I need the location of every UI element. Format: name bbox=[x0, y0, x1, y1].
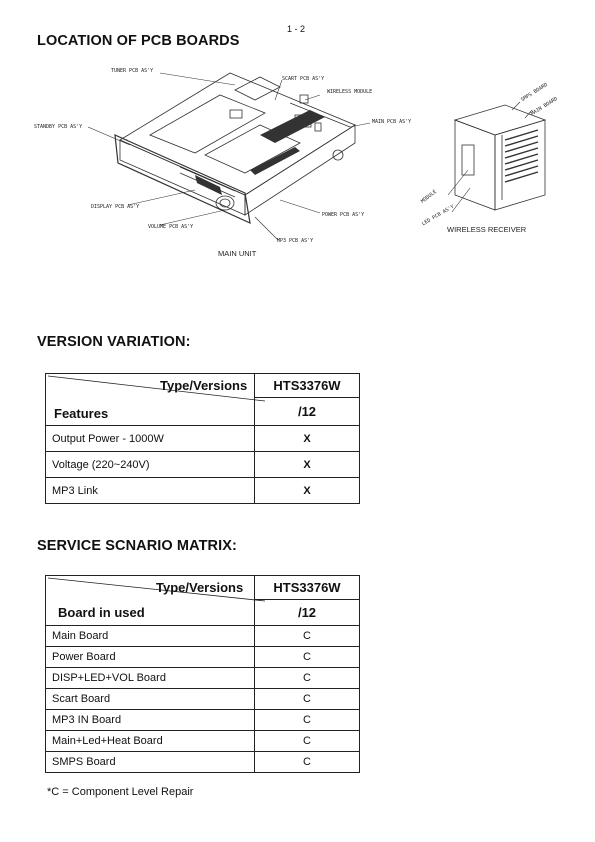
model-header bbox=[255, 374, 360, 398]
value-cell: C bbox=[255, 689, 360, 710]
callout-main-board: MAIN BOARD bbox=[530, 96, 559, 118]
callout-standby: STANDBY PCB AS'Y bbox=[34, 124, 83, 130]
main-unit-caption: MAIN UNIT bbox=[218, 249, 257, 258]
main-unit-illustration bbox=[20, 55, 440, 255]
feature-cell: Output Power - 1000W bbox=[46, 426, 255, 452]
feature-cell: MP3 Link bbox=[46, 478, 255, 504]
table-row bbox=[46, 626, 360, 647]
board-cell: SMPS Board bbox=[46, 752, 255, 773]
table-row bbox=[46, 452, 360, 478]
value-cell: C bbox=[255, 647, 360, 668]
value-cell: C bbox=[255, 668, 360, 689]
callout-module: MODULE bbox=[420, 188, 438, 205]
model-name: HTS3376W bbox=[273, 378, 341, 393]
value-cell: C bbox=[255, 752, 360, 773]
service-matrix-title: SERVICE SCNARIO MATRIX: bbox=[37, 538, 237, 554]
board-cell: DISP+LED+VOL Board bbox=[46, 668, 255, 689]
header-type-versions: Type/Versions bbox=[160, 378, 248, 393]
header-board-in-used: Board in used bbox=[58, 605, 145, 620]
board-cell: Scart Board bbox=[46, 689, 255, 710]
table-row bbox=[46, 668, 360, 689]
callout-scart: SCART PCB AS'Y bbox=[282, 76, 325, 82]
board-cell: Main+Led+Heat Board bbox=[46, 731, 255, 752]
board-cell: MP3 IN Board bbox=[46, 710, 255, 731]
callout-led: LED PCB AS'Y bbox=[421, 203, 456, 228]
table-row bbox=[46, 426, 360, 452]
callout-volume: VOLUME PCB AS'Y bbox=[148, 224, 194, 230]
wireless-receiver-illustration bbox=[440, 90, 570, 220]
callout-power: POWER PCB AS'Y bbox=[322, 212, 365, 218]
value-cell: X bbox=[255, 452, 360, 478]
value-cell: C bbox=[255, 626, 360, 647]
model-name: HTS3376W bbox=[273, 580, 341, 595]
version-header bbox=[255, 398, 360, 426]
wireless-receiver-caption: WIRELESS RECEIVER bbox=[447, 225, 527, 234]
page-number: 1 - 2 bbox=[287, 24, 306, 34]
callout-mp3: MP3 PCB AS'Y bbox=[277, 238, 314, 244]
table-row bbox=[46, 752, 360, 773]
table-row bbox=[46, 710, 360, 731]
header-features: Features bbox=[54, 406, 109, 421]
version-variation-title: VERSION VARIATION: bbox=[37, 334, 191, 350]
table-row bbox=[46, 478, 360, 504]
callout-tuner: TUNER PCB AS'Y bbox=[111, 68, 154, 74]
value-cell: C bbox=[255, 710, 360, 731]
service-matrix-table bbox=[45, 575, 360, 773]
model-header bbox=[255, 576, 360, 600]
callout-wireless-module: WIRELESS MODULE bbox=[327, 89, 373, 95]
version-code: /12 bbox=[297, 404, 317, 419]
version-code: /12 bbox=[297, 605, 317, 620]
table-header-cell bbox=[46, 576, 255, 626]
value-cell: X bbox=[255, 478, 360, 504]
table-row bbox=[46, 689, 360, 710]
feature-cell: Voltage (220~240V) bbox=[46, 452, 255, 478]
callout-main: MAIN PCB AS'Y bbox=[372, 119, 412, 125]
table-header-cell bbox=[46, 374, 255, 426]
board-cell: Power Board bbox=[46, 647, 255, 668]
value-cell: X bbox=[255, 426, 360, 452]
footnote: *C = Component Level Repair bbox=[47, 786, 194, 798]
location-title: LOCATION OF PCB BOARDS bbox=[37, 33, 240, 49]
header-type-versions: Type/Versions bbox=[156, 580, 244, 595]
callout-smps-board: SMPS BOARD bbox=[520, 82, 549, 104]
version-header bbox=[255, 600, 360, 626]
table-row bbox=[46, 647, 360, 668]
value-cell: C bbox=[255, 731, 360, 752]
board-cell: Main Board bbox=[46, 626, 255, 647]
version-variation-table bbox=[45, 373, 360, 504]
callout-display: DISPLAY PCB AS'Y bbox=[91, 204, 140, 210]
table-row bbox=[46, 731, 360, 752]
